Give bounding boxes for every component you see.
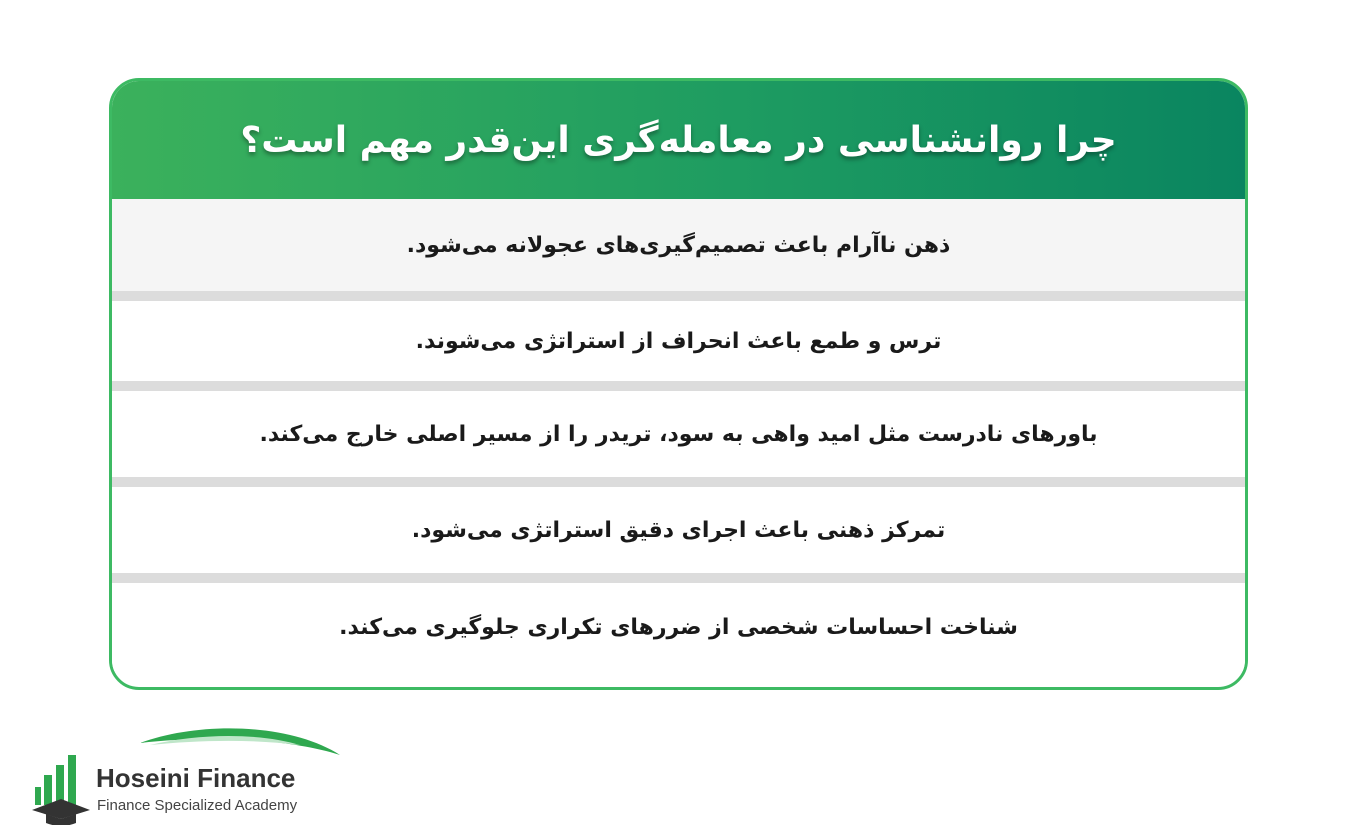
leaf-swoosh-icon bbox=[140, 725, 340, 765]
list-item bbox=[112, 487, 1245, 573]
divider bbox=[112, 291, 1245, 301]
brand-name: Hoseini Finance bbox=[96, 763, 296, 793]
card-title: چرا روانشناسی در معامله‌گری این‌قدر مهم است؟ bbox=[240, 119, 1117, 161]
list-item-text: ترس و طمع باعث انحراف از استراتژی می‌شوند. bbox=[415, 328, 942, 354]
list-item-text: تمرکز ذهنی باعث اجرای دقیق استراتژی می‌شود. bbox=[411, 517, 946, 543]
list-item bbox=[112, 391, 1245, 477]
list-item-text: ذهن ناآرام باعث تصمیم‌گیری‌های عجولانه می‌شود. bbox=[406, 232, 951, 258]
brand-logo bbox=[30, 725, 350, 830]
card-header bbox=[112, 81, 1245, 199]
brand-tagline: Finance Specialized Academy bbox=[97, 797, 298, 814]
divider bbox=[112, 381, 1245, 391]
list-item-text: شناخت احساسات شخصی از ضررهای تکراری جلوگیری می‌کند. bbox=[339, 614, 1018, 640]
list-item bbox=[112, 301, 1245, 381]
list-item bbox=[112, 583, 1245, 671]
divider bbox=[112, 573, 1245, 583]
info-card bbox=[109, 78, 1248, 690]
list-item bbox=[112, 199, 1245, 291]
growth-bars-graduation-cap-icon bbox=[30, 753, 92, 825]
list-item-text: باورهای نادرست مثل امید واهی به سود، تریدر را از مسیر اصلی خارج می‌کند. bbox=[259, 421, 1098, 447]
divider bbox=[112, 477, 1245, 487]
